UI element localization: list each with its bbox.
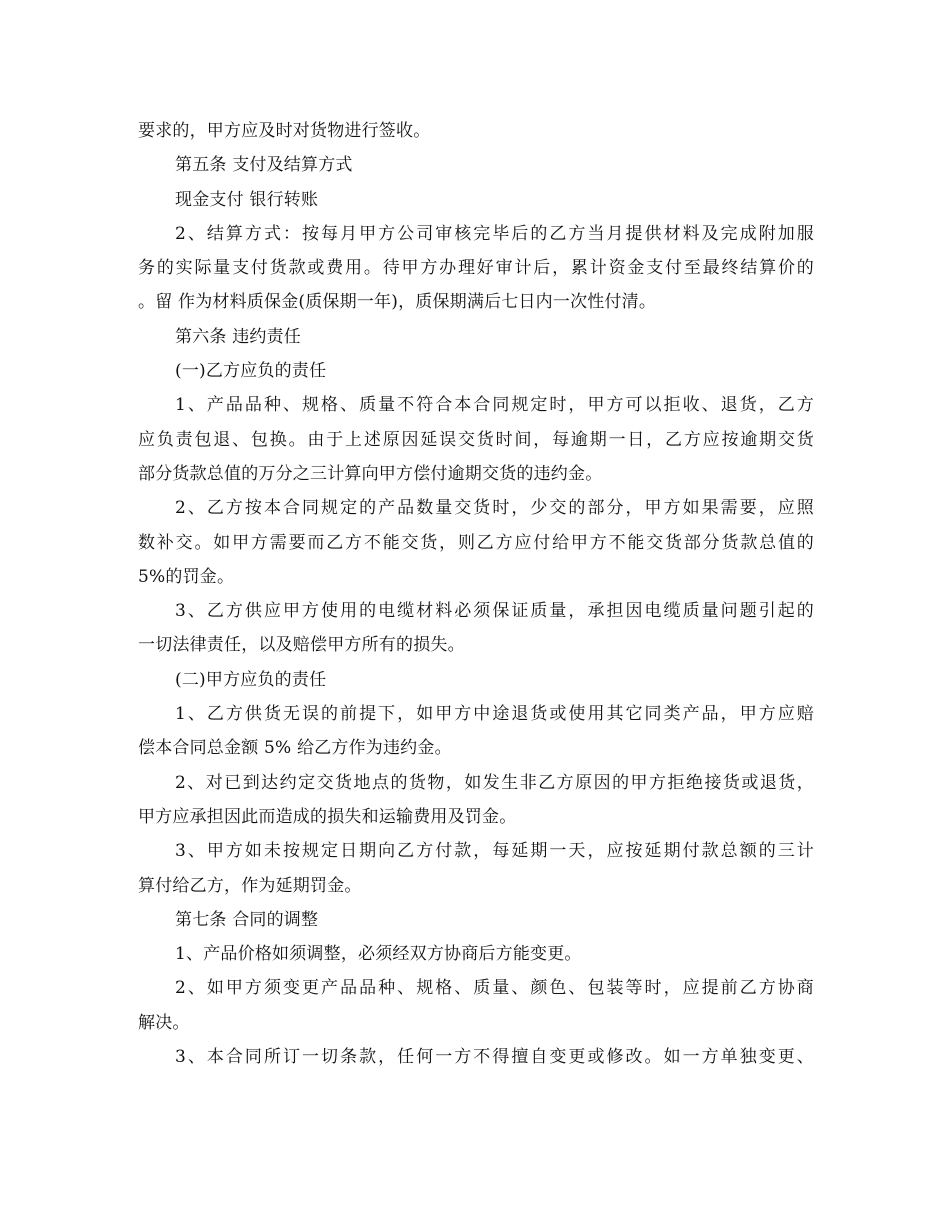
contract-text [138, 114, 814, 1074]
article-7-heading: 第七条 合同的调整 [175, 909, 319, 930]
text-line: 3、乙方供应甲方使用的电缆材料必须保证质量，承担因电缆质量问题引起的 [175, 601, 814, 622]
text-line: 1、产品品种、规格、质量不符合本合同规定时，甲方可以拒收、退货，乙方 [175, 395, 814, 416]
text-line: 应负责包退、包换。由于上述原因延误交货时间，每逾期一日，乙方应按逾期交货 [138, 429, 814, 450]
text-line: 1、产品价格如须调整，必须经双方协商后方能变更。 [175, 944, 582, 965]
text-line: 要求的，甲方应及时对货物进行签收。 [138, 121, 431, 141]
text-line: 3、甲方如未按规定日期向乙方付款，每延期一天，应按延期付款总额的三计 [175, 841, 814, 862]
text-line: 务的实际量支付货款或费用。待甲方办理好审计后，累计资金支付至最终结算价的 [138, 258, 814, 279]
text-line: 部分货款总值的万分之三计算向甲方偿付逾期交货的违约金。 [138, 463, 603, 484]
text-line: 1、乙方供货无误的前提下，如甲方中途退货或使用其它同类产品，甲方应赔 [175, 704, 814, 725]
text-line: 5%的罚金。 [138, 566, 235, 587]
text-line: 2、对已到达约定交货地点的货物，如发生非乙方原因的甲方拒绝接货或退货， [175, 772, 814, 793]
article-6-heading: 第六条 违约责任 [175, 326, 302, 347]
text-line: 算付给乙方，作为延期罚金。 [138, 875, 362, 896]
text-line: 甲方应承担因此而造成的损失和运输费用及罚金。 [138, 806, 517, 827]
text-line: 数补交。如甲方需要而乙方不能交货，则乙方应付给甲方不能交货部分货款总值的 [138, 532, 814, 553]
article-5-heading: 第五条 支付及结算方式 [175, 155, 353, 176]
subsection-heading: (二)甲方应负的责任 [175, 669, 327, 690]
text-line: 现金支付 银行转账 [175, 189, 319, 210]
text-line: 解决。 [138, 1012, 190, 1033]
text-line: 一切法律责任，以及赔偿甲方所有的损失。 [138, 635, 465, 656]
text-line: 2、如甲方须变更产品品种、规格、质量、颜色、包装等时，应提前乙方协商 [175, 978, 814, 999]
text-line: 偿本合同总金额 5% 给乙方作为违约金。 [138, 738, 452, 759]
text-line: 2、结算方式：按每月甲方公司审核完毕后的乙方当月提供材料及完成附加服 [175, 223, 814, 244]
text-line: 。留 作为材料质保金(质保期一年)，质保期满后七日内一次性付清。 [138, 292, 657, 313]
text-line: 3、本合同所订一切条款，任何一方不得擅自变更或修改。如一方单独变更、 [175, 1047, 814, 1068]
text-line: 2、乙方按本合同规定的产品数量交货时，少交的部分，甲方如果需要，应照 [175, 498, 814, 519]
subsection-heading: (一)乙方应负的责任 [175, 361, 327, 382]
